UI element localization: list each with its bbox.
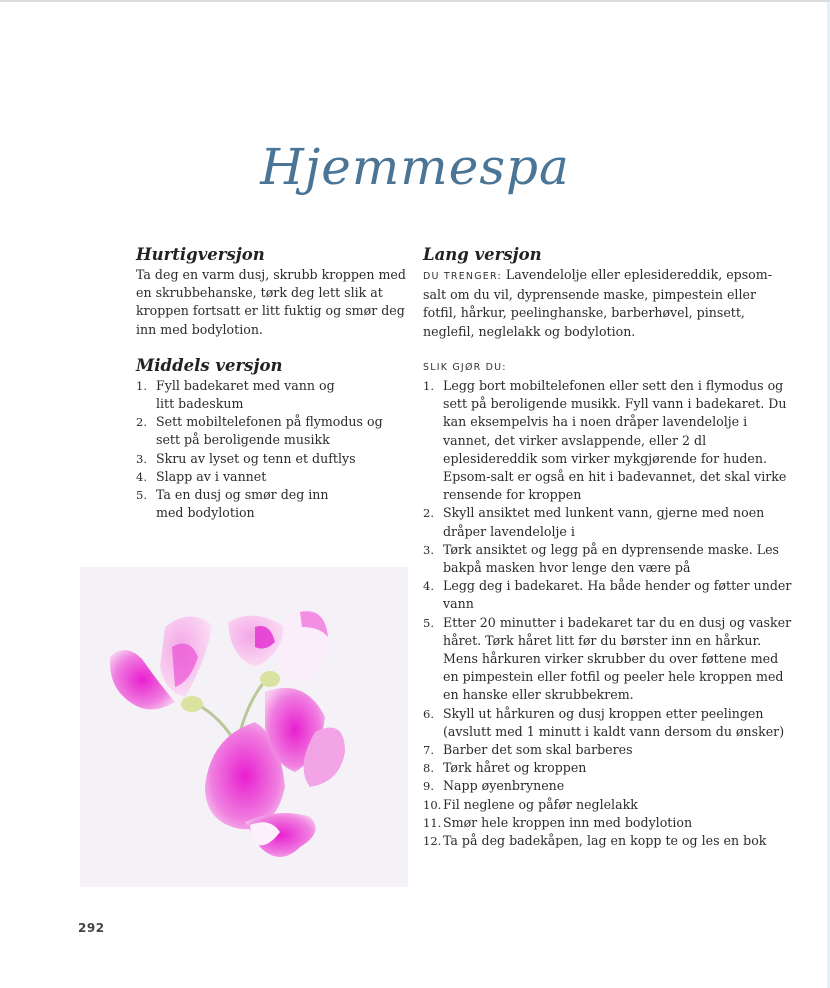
step-number: 5. bbox=[136, 488, 147, 503]
step-number: 6. bbox=[423, 706, 434, 721]
step-text: Ta en dusj og smør deg inn med bodylotion bbox=[156, 487, 329, 521]
medium-version-section bbox=[136, 355, 416, 523]
sweet-pea-flowers-image bbox=[80, 567, 408, 887]
step-text: Skyll ut hårkuren og dusj kroppen etter peelingen (avslutt med 1 minutt i kaldt vann dersom du ønsker) bbox=[443, 705, 785, 739]
step-text: Legg bort mobiltelefonen eller sett den i flymodus og sett på beroligende musikk. Fyll vann i badekaret. Du kan eksempelvis ha i noen dråper lavendelolje i vannet, det virker avslappende, eller 2 dl eplesidereddik som virker mykgjørende for huden. Epsom-salt er også en hit i badevannet, det skal virke rensende for kroppen bbox=[443, 378, 787, 503]
step-text: Legg deg i badekaret. Ha både hender og føtter under vann bbox=[443, 578, 792, 612]
long-version-heading: Lang versjon bbox=[423, 245, 542, 264]
list-item bbox=[136, 377, 416, 413]
list-item bbox=[423, 796, 793, 814]
quick-version-text: Ta deg en varm dusj, skrubb kroppen med en skrubbehanske, tørk deg lett slik at kroppen fortsatt er litt fuktig og smør deg inn med bodylotion. bbox=[136, 267, 406, 337]
step-number: 4. bbox=[423, 579, 434, 594]
step-text: Barber det som skal barberes bbox=[443, 742, 633, 758]
step-text: Tørk håret og kroppen bbox=[443, 760, 587, 776]
step-text: Napp øyenbrynene bbox=[443, 778, 565, 794]
step-number: 2. bbox=[423, 506, 434, 521]
list-item bbox=[423, 377, 793, 504]
right-column bbox=[423, 244, 793, 850]
step-number: 7. bbox=[423, 743, 434, 758]
list-item bbox=[423, 814, 793, 832]
step-number: 3. bbox=[423, 542, 434, 557]
page-title: Hjemmespa bbox=[260, 138, 570, 196]
list-item bbox=[423, 741, 793, 759]
list-item bbox=[136, 413, 416, 449]
step-text: Smør hele kroppen inn med bodylotion bbox=[443, 814, 693, 830]
page-number: 292 bbox=[78, 921, 105, 935]
step-text: Fil neglene og påfør neglelakk bbox=[443, 796, 638, 812]
step-text: Skru av lyset og tenn et duftlys bbox=[156, 450, 356, 466]
list-item bbox=[423, 759, 793, 777]
step-number: 8. bbox=[423, 761, 434, 776]
list-item bbox=[423, 541, 793, 577]
medium-version-heading: Middels versjon bbox=[136, 355, 283, 375]
list-item bbox=[423, 832, 793, 850]
list-item bbox=[423, 705, 793, 741]
list-item bbox=[136, 450, 416, 468]
step-text: Slapp av i vannet bbox=[156, 468, 267, 484]
step-text: Ta på deg badekåpen, lag en kopp te og les en bok bbox=[443, 833, 767, 849]
long-version-section bbox=[423, 244, 793, 850]
list-item bbox=[423, 777, 793, 795]
list-item bbox=[423, 577, 793, 613]
page-top-edge bbox=[0, 0, 830, 2]
list-item bbox=[423, 504, 793, 540]
step-number: 9. bbox=[423, 779, 434, 794]
step-number: 11. bbox=[423, 815, 442, 830]
list-item bbox=[423, 614, 793, 705]
list-item bbox=[136, 486, 416, 522]
step-number: 1. bbox=[136, 378, 147, 393]
step-number: 5. bbox=[423, 615, 434, 630]
quick-version-section bbox=[136, 244, 416, 339]
quick-version-heading: Hurtigversjon bbox=[136, 245, 265, 264]
step-text: Skyll ansiktet med lunkent vann, gjerne med noen dråper lavendelolje i bbox=[443, 505, 765, 539]
medium-steps-list bbox=[136, 377, 416, 523]
step-number: 12. bbox=[423, 834, 442, 849]
flower-photo bbox=[80, 567, 408, 887]
needs-label: DU TRENGER: bbox=[423, 271, 502, 282]
needs-text: Lavendelolje eller eplesidereddik, epsom-salt om du vil, dyprensende maske, pimpestein eller fotfil, hårkur, peelinghanske, barberhøvel, pinsett, neglefil, neglelakk og bodylotion. bbox=[423, 267, 772, 339]
step-text: Fyll badekaret med vann og litt badeskum bbox=[156, 377, 335, 412]
step-number: 1. bbox=[423, 379, 434, 394]
steps-label: SLIK GJØR DU: bbox=[423, 361, 507, 373]
step-number: 10. bbox=[423, 797, 442, 812]
step-text: Sett mobiltelefonen på flymodus og sett på beroligende musikk bbox=[156, 414, 383, 448]
list-item bbox=[136, 468, 416, 486]
step-text: Etter 20 minutter i badekaret tar du en dusj og vasker håret. Tørk håret litt før du børster inn en hårkur. Mens hårkuren virker skrubber du over føttene med en pimpestein eller fotfil og peeler hele kroppen med en hanske eller skrubbekrem. bbox=[443, 614, 792, 703]
step-number: 3. bbox=[136, 451, 147, 466]
long-steps-list bbox=[423, 377, 793, 850]
needs-paragraph bbox=[423, 266, 793, 341]
step-number: 2. bbox=[136, 415, 147, 430]
step-number: 4. bbox=[136, 469, 147, 484]
left-column bbox=[136, 244, 416, 522]
step-text: Tørk ansiktet og legg på en dyprensende maske. Les bakpå masken hvor lenge den være på bbox=[443, 541, 780, 576]
